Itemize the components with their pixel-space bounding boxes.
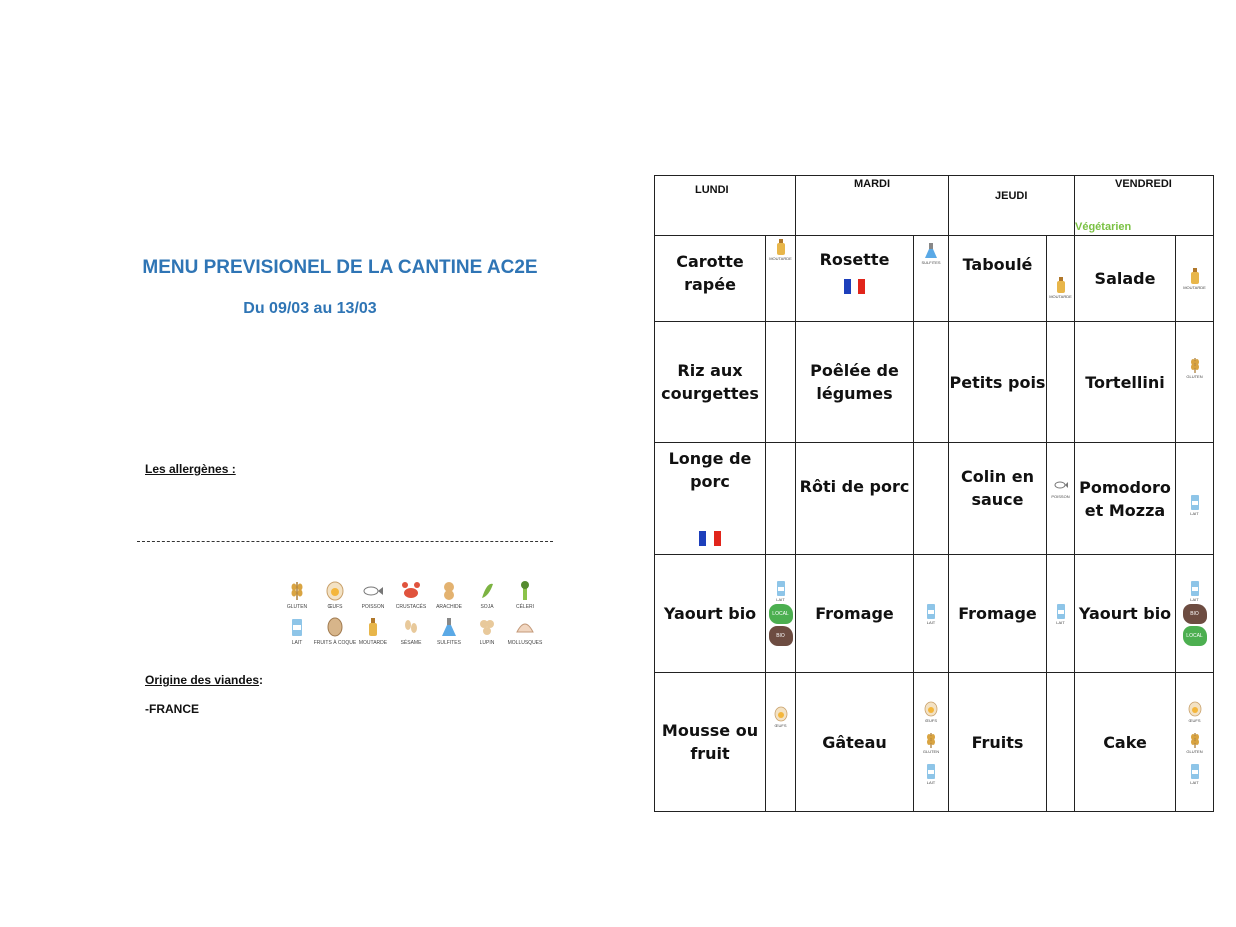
legend-label: MOUTARDE (358, 640, 388, 646)
allergen-cell (1176, 236, 1214, 322)
dish-name: Pomodoro et Mozza (1079, 477, 1171, 520)
gluten-icon (1188, 356, 1202, 374)
allergen-cell (1047, 443, 1075, 555)
dish-name: Yaourt bio (663, 604, 757, 623)
dish-cell (796, 322, 914, 443)
allergen: LAIT (1176, 493, 1213, 516)
fish-icon (363, 580, 383, 602)
dish-cell (655, 443, 766, 555)
allergen-cell (914, 443, 949, 555)
allergen-cell (1176, 555, 1214, 673)
allergen: ŒUFS (766, 705, 795, 728)
allergen-cell (1047, 673, 1075, 812)
gluten-icon (287, 580, 307, 602)
legend-item (392, 616, 430, 646)
allergen-cell (1047, 322, 1075, 443)
allergen-cell (1176, 322, 1214, 443)
origin-heading: Origine des viandes (145, 673, 260, 687)
soy-icon (477, 580, 497, 602)
sesame-icon (401, 616, 421, 638)
dish-cell (655, 322, 766, 443)
legend-label: CÉLERI (515, 604, 535, 610)
milk-icon (287, 616, 307, 638)
legend-label: LAIT (291, 640, 303, 646)
dish-cell (949, 236, 1047, 322)
divider (137, 541, 553, 542)
legend-label: SULFITES (437, 640, 461, 646)
egg-icon (924, 700, 938, 718)
menu-row (655, 673, 1214, 812)
day-header (1075, 176, 1214, 236)
dish-cell (796, 673, 914, 812)
gluten-icon (924, 731, 938, 749)
allergen: LAIT (766, 579, 795, 602)
menu-row (655, 322, 1214, 443)
legend-row (278, 580, 544, 610)
legend-item (316, 580, 354, 610)
day-header (655, 176, 796, 236)
legend-item (468, 616, 506, 646)
france-flag-icon (844, 279, 866, 294)
dish-cell (655, 236, 766, 322)
allergen-cell (914, 322, 949, 443)
allergen-cell (1176, 443, 1214, 555)
dish-name: Salade (1094, 269, 1156, 288)
shell-icon (515, 616, 535, 638)
allergen-cell (766, 322, 796, 443)
dish-cell (949, 673, 1047, 812)
allergen: SULFITES (914, 242, 948, 265)
dish-name: Rôti de porc (799, 476, 910, 496)
allergen: MOUTARDE (1047, 276, 1074, 299)
mustard-icon (774, 238, 788, 256)
dish-name: Fruits (971, 732, 1024, 752)
legend-label: SOJA (480, 604, 494, 610)
legend-item (430, 580, 468, 610)
milk-icon (924, 602, 938, 620)
local-badge-icon: LOCAL (1183, 626, 1207, 646)
milk-icon (1188, 493, 1202, 511)
allergen-cell (1047, 555, 1075, 673)
sulfites-icon (439, 616, 459, 638)
dish-cell (1075, 555, 1176, 673)
dish-cell (1075, 673, 1176, 812)
day-name: LUNDI (695, 184, 729, 196)
allergen-cell (766, 673, 796, 812)
dish-name: Carotte rapée (676, 251, 744, 294)
allergen-cell (914, 236, 949, 322)
allergen: LAIT (914, 602, 948, 625)
menu-table (654, 175, 1214, 812)
header-row (655, 176, 1214, 236)
legend-label: SÉSAME (400, 640, 422, 646)
dish-name: Fromage (958, 604, 1037, 623)
sulfites-icon (924, 242, 938, 260)
dish-name: Rosette (819, 250, 890, 269)
dish-cell (796, 236, 914, 322)
menu-row (655, 236, 1214, 322)
dish-cell (1075, 322, 1176, 443)
legend-item (278, 580, 316, 610)
legend-item (392, 580, 430, 610)
legend-label: LUPIN (479, 640, 495, 646)
allergen: ŒUFS (914, 700, 948, 723)
crab-icon (401, 580, 421, 602)
dish-name: Colin en sauce (961, 466, 1034, 509)
france-flag-icon (699, 531, 721, 546)
fish-icon (1054, 476, 1068, 494)
allergen-cell (766, 443, 796, 555)
egg-icon (325, 580, 345, 602)
milk-icon (1054, 602, 1068, 620)
page-title: MENU PREVISIONEL DE LA CANTINE AC2E (142, 257, 538, 278)
milk-icon (774, 579, 788, 597)
allergen: GLUTEN (1176, 356, 1213, 379)
legend-row (278, 616, 544, 646)
menu-row (655, 443, 1214, 555)
legend-label: GLUTEN (286, 604, 308, 610)
celery-icon (515, 580, 535, 602)
legend-label: ŒUFS (327, 604, 343, 610)
day-header (796, 176, 949, 236)
egg-icon (1188, 700, 1202, 718)
allergen: ŒUFS (1176, 700, 1213, 723)
legend-label: CRUSTACÉS (395, 604, 427, 610)
allergen: LAIT (1176, 579, 1213, 602)
dish-name: Gâteau (822, 732, 887, 752)
mustard-icon (1054, 276, 1068, 294)
legend-label: FRUITS À COQUE (313, 640, 357, 646)
dish-name: Fromage (815, 604, 894, 623)
lupin-icon (477, 616, 497, 638)
dish-cell (1075, 443, 1176, 555)
allergen: GLUTEN (1176, 731, 1213, 754)
dish-cell (655, 673, 766, 812)
menu-row (655, 555, 1214, 673)
gluten-icon (1188, 731, 1202, 749)
peanut-icon (439, 580, 459, 602)
legend-item (468, 580, 506, 610)
allergen-cell (766, 236, 796, 322)
dish-name: Riz aux courgettes (661, 361, 759, 403)
day-name: JEUDI (995, 190, 1028, 202)
dish-cell (796, 555, 914, 673)
milk-icon (1188, 762, 1202, 780)
dish-name: Mousse ou fruit (661, 721, 759, 763)
origin-line (145, 673, 263, 687)
egg-icon (774, 705, 788, 723)
dish-name: Longe de porc (668, 449, 752, 491)
origin-colon: : (259, 673, 264, 687)
day-header (949, 176, 1075, 236)
legend-item (506, 616, 544, 646)
dish-cell (949, 443, 1047, 555)
legend-item (506, 580, 544, 610)
allergen-cell (914, 555, 949, 673)
dish-name: Taboulé (962, 255, 1033, 274)
mustard-icon (1188, 267, 1202, 285)
dish-cell (1075, 236, 1176, 322)
local-badge-icon: LOCAL (769, 604, 793, 624)
allergen-cell (1176, 673, 1214, 812)
allergen: MOUTARDE (1176, 267, 1213, 290)
allergen: LAIT (1176, 762, 1213, 785)
dish-cell (655, 555, 766, 673)
legend-item (313, 616, 357, 646)
dish-name: Cake (1103, 732, 1147, 752)
mustard-icon (363, 616, 383, 638)
legend-item (278, 616, 316, 646)
legend-item (430, 616, 468, 646)
milk-icon (1188, 579, 1202, 597)
origin-value: -FRANCE (145, 702, 199, 716)
vegetarian-tag: Végétarien (1075, 221, 1132, 233)
allergen-cell (914, 673, 949, 812)
nut-icon (325, 616, 345, 638)
dish-cell (796, 443, 914, 555)
allergen: LAIT (1047, 602, 1074, 625)
legend-label: POISSON (361, 604, 385, 610)
allergen: LAIT (914, 762, 948, 785)
bio-badge-icon: BIO (769, 626, 793, 646)
dish-cell (949, 555, 1047, 673)
allergen-cell (1047, 236, 1075, 322)
date-range: Du 09/03 au 13/03 (243, 300, 377, 317)
dish-name: Tortellini (1085, 372, 1165, 392)
legend-item (354, 580, 392, 610)
bio-badge-icon: BIO (1183, 604, 1207, 624)
legend-label: ARACHIDE (436, 604, 462, 610)
day-name: MARDI (854, 178, 891, 190)
legend-label: MOLLUSQUES (507, 640, 543, 646)
dish-name: Petits pois (949, 372, 1046, 392)
milk-icon (924, 762, 938, 780)
allergen: MOUTARDE (766, 238, 795, 261)
dish-cell (949, 322, 1047, 443)
dish-name: Yaourt bio (1078, 604, 1172, 623)
legend-item (354, 616, 392, 646)
allergen-legend (278, 580, 544, 652)
allergen: POISSON (1047, 476, 1074, 499)
day-name: VENDREDI (1115, 178, 1172, 190)
allergen: GLUTEN (914, 731, 948, 754)
dish-name: Poêlée de légumes (810, 361, 899, 403)
allergens-heading: Les allergènes : (145, 462, 236, 476)
allergen-cell (766, 555, 796, 673)
